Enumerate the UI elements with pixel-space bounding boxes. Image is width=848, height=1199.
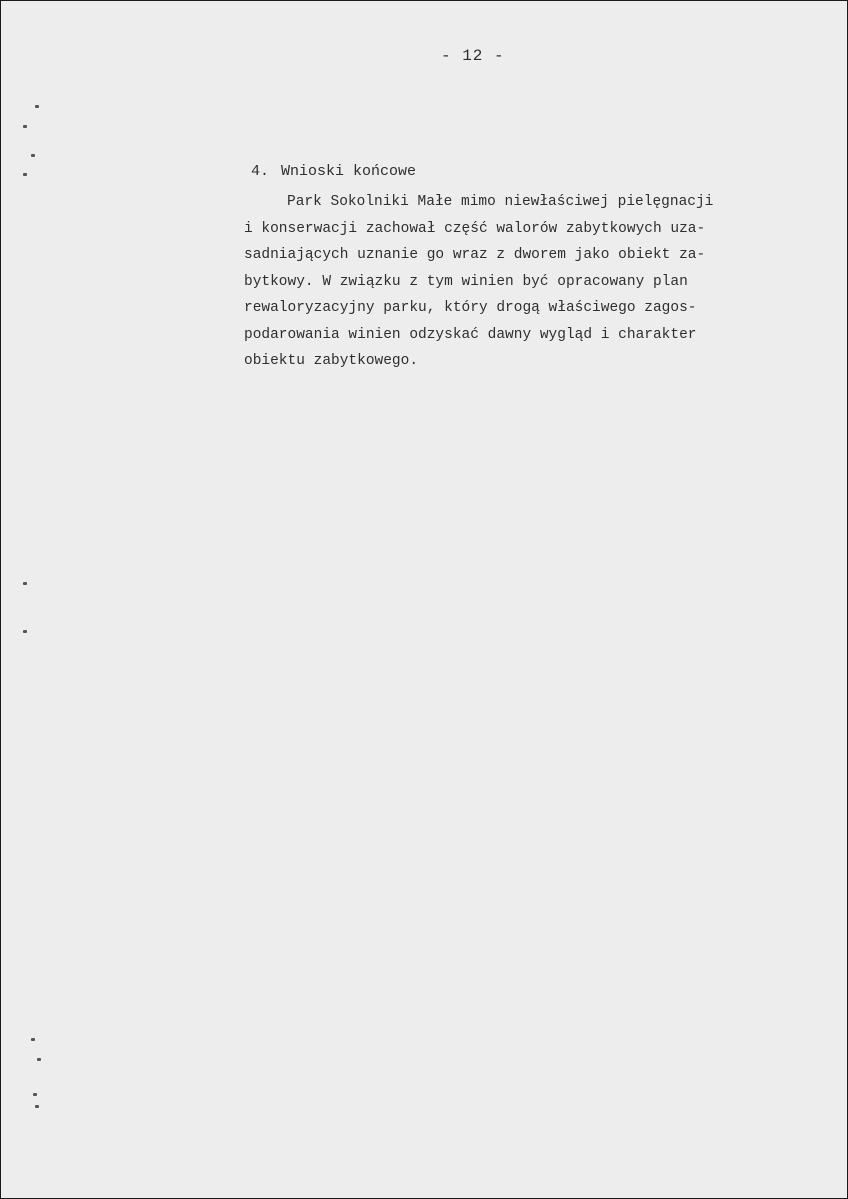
paragraph-line: Park Sokolniki Małe mimo niewłaściwej pielęgnacji [287, 194, 714, 210]
punch-mark [23, 630, 27, 633]
paragraph-line: bytkowy. W związku z tym winien być opracowany plan [244, 273, 688, 290]
paragraph-line: obiektu zabytkowego. [244, 353, 419, 369]
punch-mark [23, 582, 27, 585]
punch-mark [31, 154, 35, 157]
page-number: - 12 - [441, 47, 505, 65]
paragraph-line: i konserwacji zachował część walorów zabytkowych uza- [244, 220, 706, 237]
punch-mark [35, 105, 39, 108]
punch-mark [35, 1105, 39, 1108]
paragraph-line: sadniających uznanie go wraz z dworem jako obiekt za- [244, 247, 706, 263]
section-number: 4. [251, 163, 270, 180]
punch-mark [23, 173, 27, 176]
punch-mark [37, 1058, 41, 1061]
section-title: Wnioski końcowe [281, 163, 417, 180]
paragraph-line: podarowania winien odzyskać dawny wygląd i charakter [244, 326, 697, 343]
punch-mark [31, 1038, 35, 1041]
paragraph-line: rewaloryzacyjny parku, który drogą właściwego zagos- [244, 300, 697, 316]
punch-mark [23, 125, 27, 128]
punch-mark [33, 1093, 37, 1096]
section-paragraph [244, 189, 804, 375]
